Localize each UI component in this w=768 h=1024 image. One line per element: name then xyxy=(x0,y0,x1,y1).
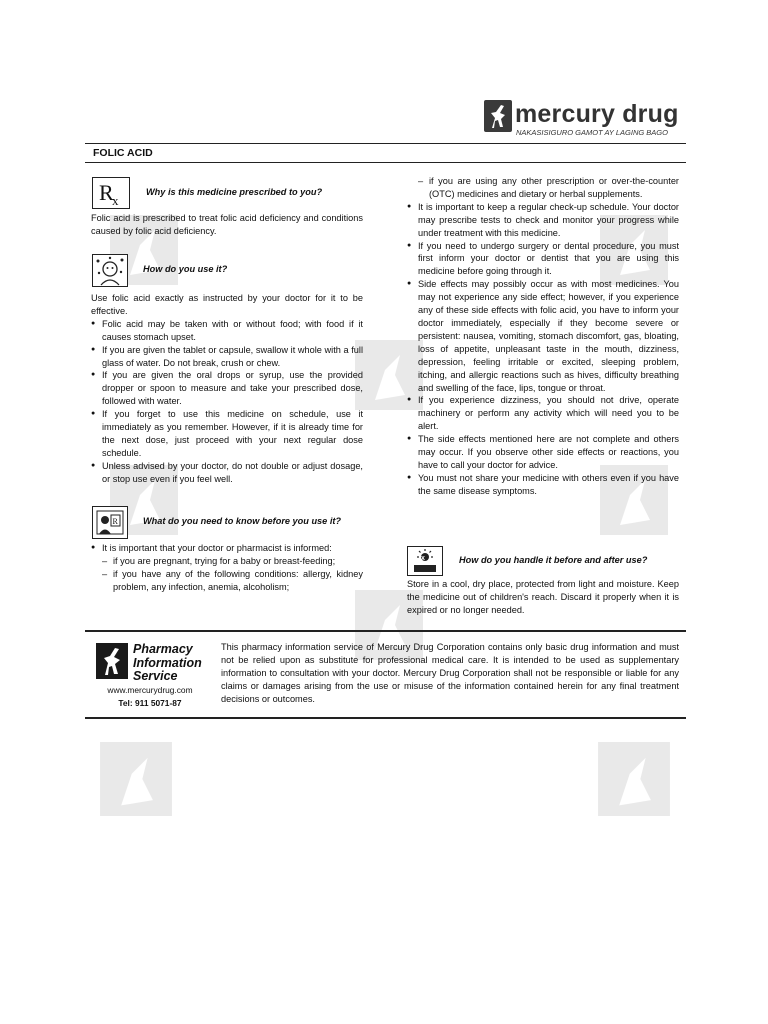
section-heading-how-use: How do you use it? xyxy=(143,264,228,274)
watermark-logo-icon xyxy=(100,742,172,816)
footer-top-divider xyxy=(85,630,686,632)
right-column-body xyxy=(407,175,679,498)
how-use-list xyxy=(91,318,363,486)
sub-list xyxy=(91,555,363,594)
page-title: FOLIC ACID xyxy=(93,147,153,159)
list-item: ● You must not share your medicine with others even if you have the same disease symptoms. xyxy=(407,472,679,498)
pis-line: Pharmacy xyxy=(133,642,193,656)
disclaimer-text: This pharmacy information service of Mercury Drug Corporation contains only basic drug information and must not be relied upon as substitute for professional medical care. It is intended to be used as supplementary information to consultation with your doctor. Mercury Drug Corporation shall not be responsible or liable for any claims or damages arising from the use or misuse of the information contained herein for any final treatment decisions or outcomes. xyxy=(221,642,679,704)
list-item: ● If you are given the tablet or capsule, swallow it whole with a full glass of water. Do not break, crush or chew. xyxy=(91,344,363,370)
svg-text:x: x xyxy=(421,555,425,562)
person-with-pills-icon xyxy=(92,254,128,287)
footer-bottom-divider xyxy=(85,717,686,719)
section-heading-why: Why is this medicine prescribed to you? xyxy=(146,187,323,197)
list-item: ● If you forget to use this medicine on schedule, use it immediately as you remember. However, if it is already time for the next dose, just proceed with your next regular dose schedule. xyxy=(91,408,363,460)
list-item: ● Folic acid may be taken with or without food; with food if it causes stomach upset. xyxy=(91,318,363,344)
watermark-logo-icon xyxy=(598,742,670,816)
pharmacy-information-service-logo xyxy=(133,643,202,684)
section-heading-handle: How do you handle it before and after use? xyxy=(459,555,648,565)
list-item: ● If you experience dizziness, you should not drive, operate machinery or perform any activity which will need you to be alert. xyxy=(407,394,679,433)
svg-text:x: x xyxy=(112,193,119,208)
brand-name: mercury drug xyxy=(515,100,679,128)
section-body-how-use xyxy=(91,292,363,486)
list-item-text: It is important that your doctor or pharmacist is informed: xyxy=(102,543,332,553)
website-link[interactable]: www.mercurydrug.com xyxy=(107,685,193,695)
right-list xyxy=(407,201,679,498)
section-body-before-use xyxy=(91,542,363,594)
svg-text:R: R xyxy=(112,517,118,526)
mercury-figure-icon xyxy=(484,100,512,132)
list-item: ● Unless advised by your doctor, do not double or adjust dosage, or stop use even if you feel well. xyxy=(91,460,363,486)
sub-list-continued xyxy=(407,175,679,201)
section-text-handle: Store in a cool, dry place, protected from light and moisture. Keep the medicine out of children's reach. Discard it properly when it is expired or no longer needed. xyxy=(407,579,679,615)
list-item: ● It is important to keep a regular check-up schedule. Your doctor may prescribe tests to check and monitor your progress while under treatment with this medicine. xyxy=(407,201,679,240)
list-item: ● If you need to undergo surgery or dental procedure, you must first inform your doctor or dentist that you are using this medicine before going through it. xyxy=(407,240,679,279)
section-intro-how-use: Use folic acid exactly as instructed by your doctor for it to be effective. xyxy=(91,293,363,316)
list-item xyxy=(91,542,363,594)
title-divider xyxy=(85,162,686,163)
telephone-number: Tel: 911 5071-87 xyxy=(118,698,182,708)
list-item: ● Side effects may possibly occur as with most medicines. You may not experience any side effect; however, if you experience any of these side effects with folic acid, you have to inform your doctor immediately, especially if they become severe or persistent: nausea, vomiting, stomach discomfort, gas, bloating, loss of appetite, unpleasant taste in the mouth, dizziness, depression, feeling irritable or excited, sleeping problem, itching, and allergic reactions such as hives, difficulty breathing and swelling of the face, lips, tongue or throat. xyxy=(407,278,679,394)
list-item: ● The side effects mentioned here are not complete and others may occur. If you observe other side effects or reactions, you have to call your doctor for advice. xyxy=(407,433,679,472)
sub-list-item: – if you are using any other prescription or over-the-counter (OTC) medicines and dietary or herbal supplements. xyxy=(418,175,679,201)
list-item: ● If you are given the oral drops or syrup, use the provided dropper or spoon to measure and take your prescribed dose, followed with water. xyxy=(91,369,363,408)
person-reading-rx-icon xyxy=(92,506,128,539)
storage-warning-icon xyxy=(407,546,443,576)
svg-text:R: R xyxy=(99,180,114,205)
mercury-figure-icon xyxy=(96,643,128,679)
section-text-why: Folic acid is prescribed to treat folic acid deficiency and conditions caused by folic acid deficiency. xyxy=(91,213,363,236)
before-use-list xyxy=(91,542,363,594)
header-divider xyxy=(85,143,686,144)
pis-line: Information xyxy=(133,655,202,670)
brand-tagline: NAKASISIGURO GAMOT AY LAGING BAGO xyxy=(516,128,668,137)
section-heading-before-use: What do you need to know before you use it? xyxy=(143,516,342,526)
sub-list-item: – if you have any of the following conditions: allergy, kidney problem, any infection, anemia, alcoholism; xyxy=(102,568,363,594)
sub-list-item: – if you are pregnant, trying for a baby or breast-feeding; xyxy=(102,555,363,568)
rx-icon xyxy=(92,177,130,209)
pis-line: Service xyxy=(133,669,178,683)
